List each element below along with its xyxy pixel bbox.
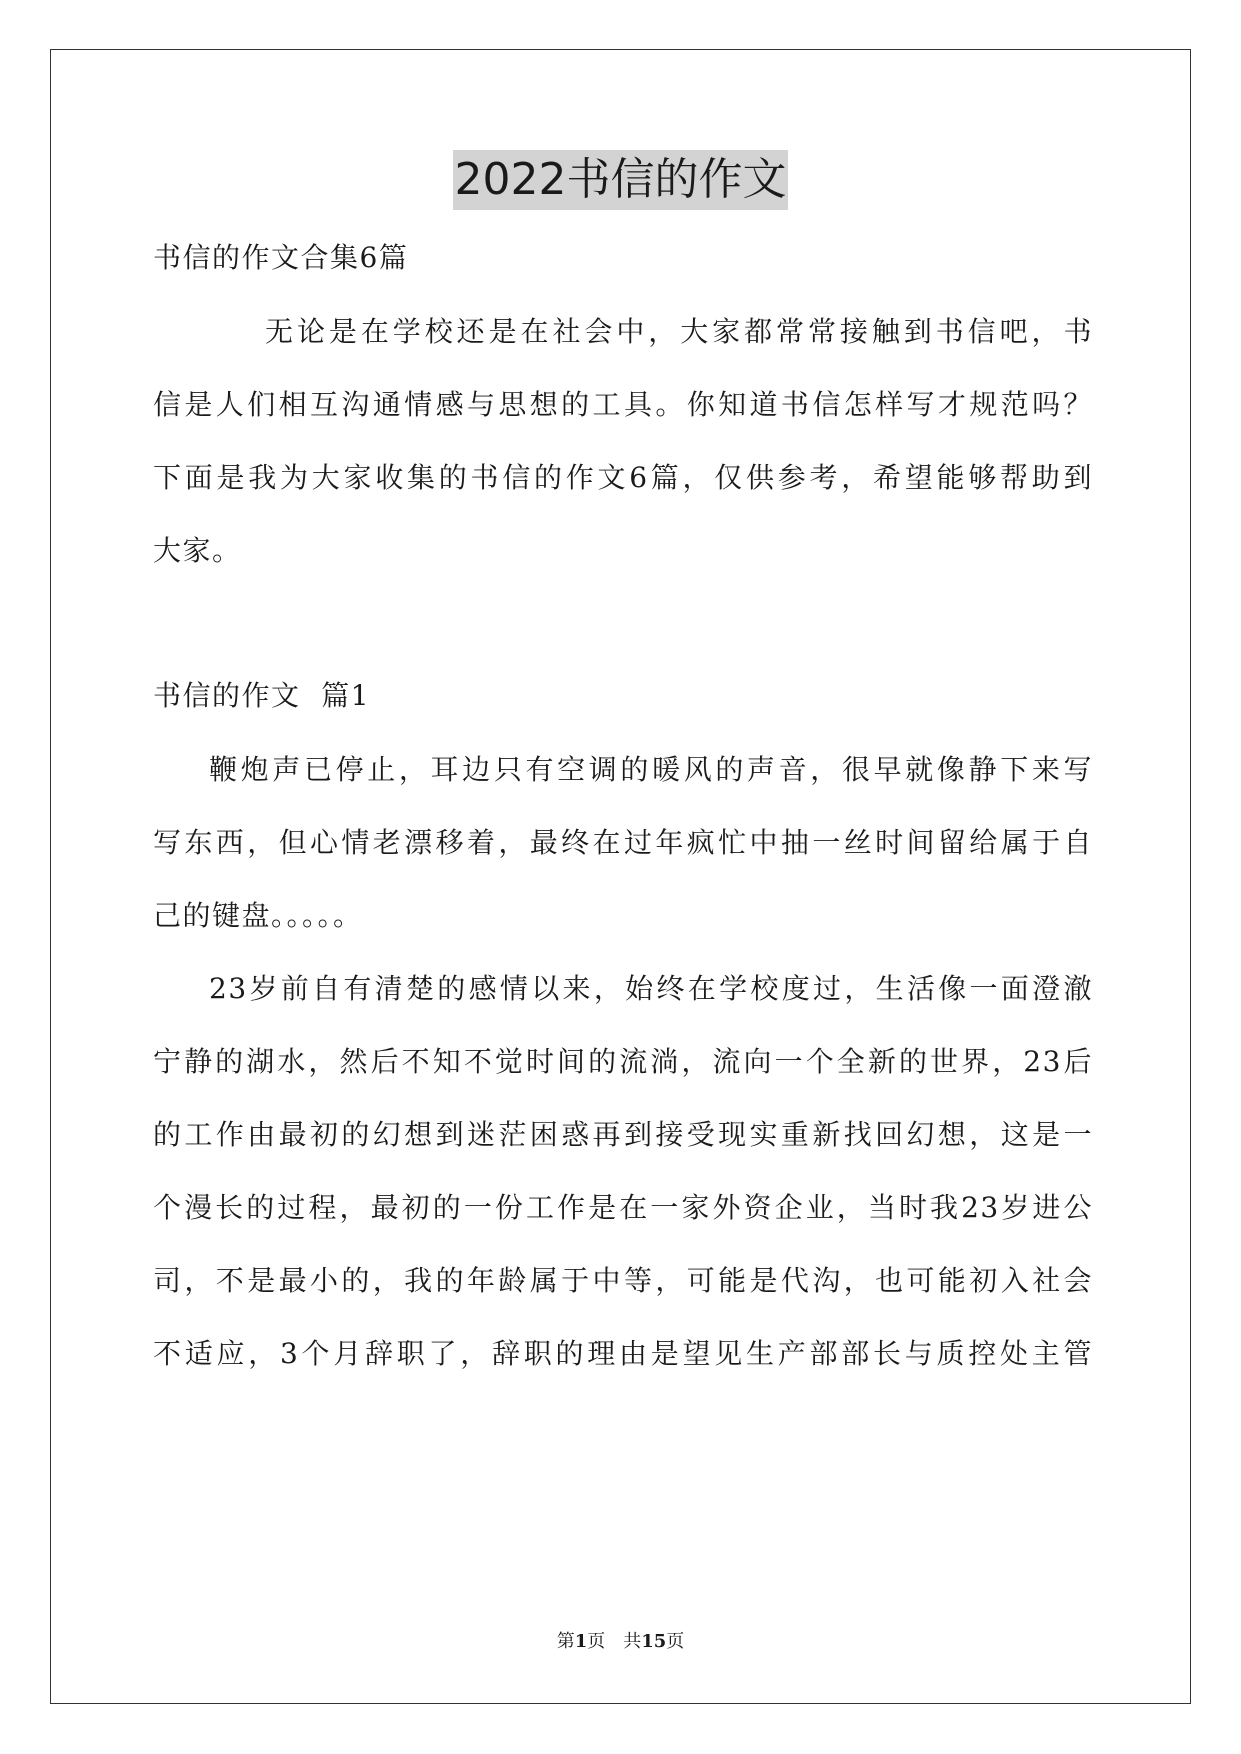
footer-page-prefix: 第	[556, 1631, 575, 1652]
footer-page-total: 15	[641, 1631, 667, 1652]
subtitle: 书信的作文合集6篇	[153, 241, 409, 274]
footer-page-mid: 页 共	[587, 1631, 642, 1652]
footer-page-suffix: 页	[666, 1631, 685, 1652]
title-container	[0, 150, 1241, 210]
intro-line-3: 下面是我为大家收集的书信的作文6篇，仅供参考，希望能够帮助到	[153, 461, 1093, 494]
para1-line-1: 鞭炮声已停止，耳边只有空调的暖风的声音，很早就像静下来写	[209, 753, 1093, 786]
section-heading: 书信的作文 篇1	[153, 679, 371, 712]
para2-line-5: 司，不是最小的，我的年龄属于中等，可能是代沟，也可能初入社会	[153, 1264, 1093, 1297]
intro-line-1: 无论是在学校还是在社会中，大家都常常接触到书信吧，书	[265, 315, 1093, 348]
para2-line-4: 个漫长的过程，最初的一份工作是在一家外资企业，当时我23岁进公	[153, 1191, 1093, 1224]
para2-line-1: 23岁前自有清楚的感情以来，始终在学校度过，生活像一面澄澈	[209, 972, 1093, 1005]
para1-line-2: 写东西，但心情老漂移着，最终在过年疯忙中抽一丝时间留给属于自	[153, 826, 1093, 859]
para1-line-3: 己的键盘。。。。。	[153, 899, 363, 932]
para2-line-3: 的工作由最初的幻想到迷茫困惑再到接受现实重新找回幻想，这是一	[153, 1118, 1093, 1151]
document-title: 2022书信的作文	[453, 150, 789, 210]
intro-line-4: 大家。	[153, 534, 242, 567]
intro-line-2: 信是人们相互沟通情感与思想的工具。你知道书信怎样写才规范吗？	[153, 388, 1093, 421]
page-border	[50, 49, 1191, 1704]
page-footer	[0, 1630, 1241, 1654]
footer-page-number: 1	[574, 1631, 588, 1652]
para2-line-6: 不适应，3个月辞职了，辞职的理由是望见生产部部长与质控处主管	[153, 1337, 1093, 1370]
para2-line-2: 宁静的湖水，然后不知不觉时间的流淌，流向一个全新的世界，23后	[153, 1045, 1093, 1078]
